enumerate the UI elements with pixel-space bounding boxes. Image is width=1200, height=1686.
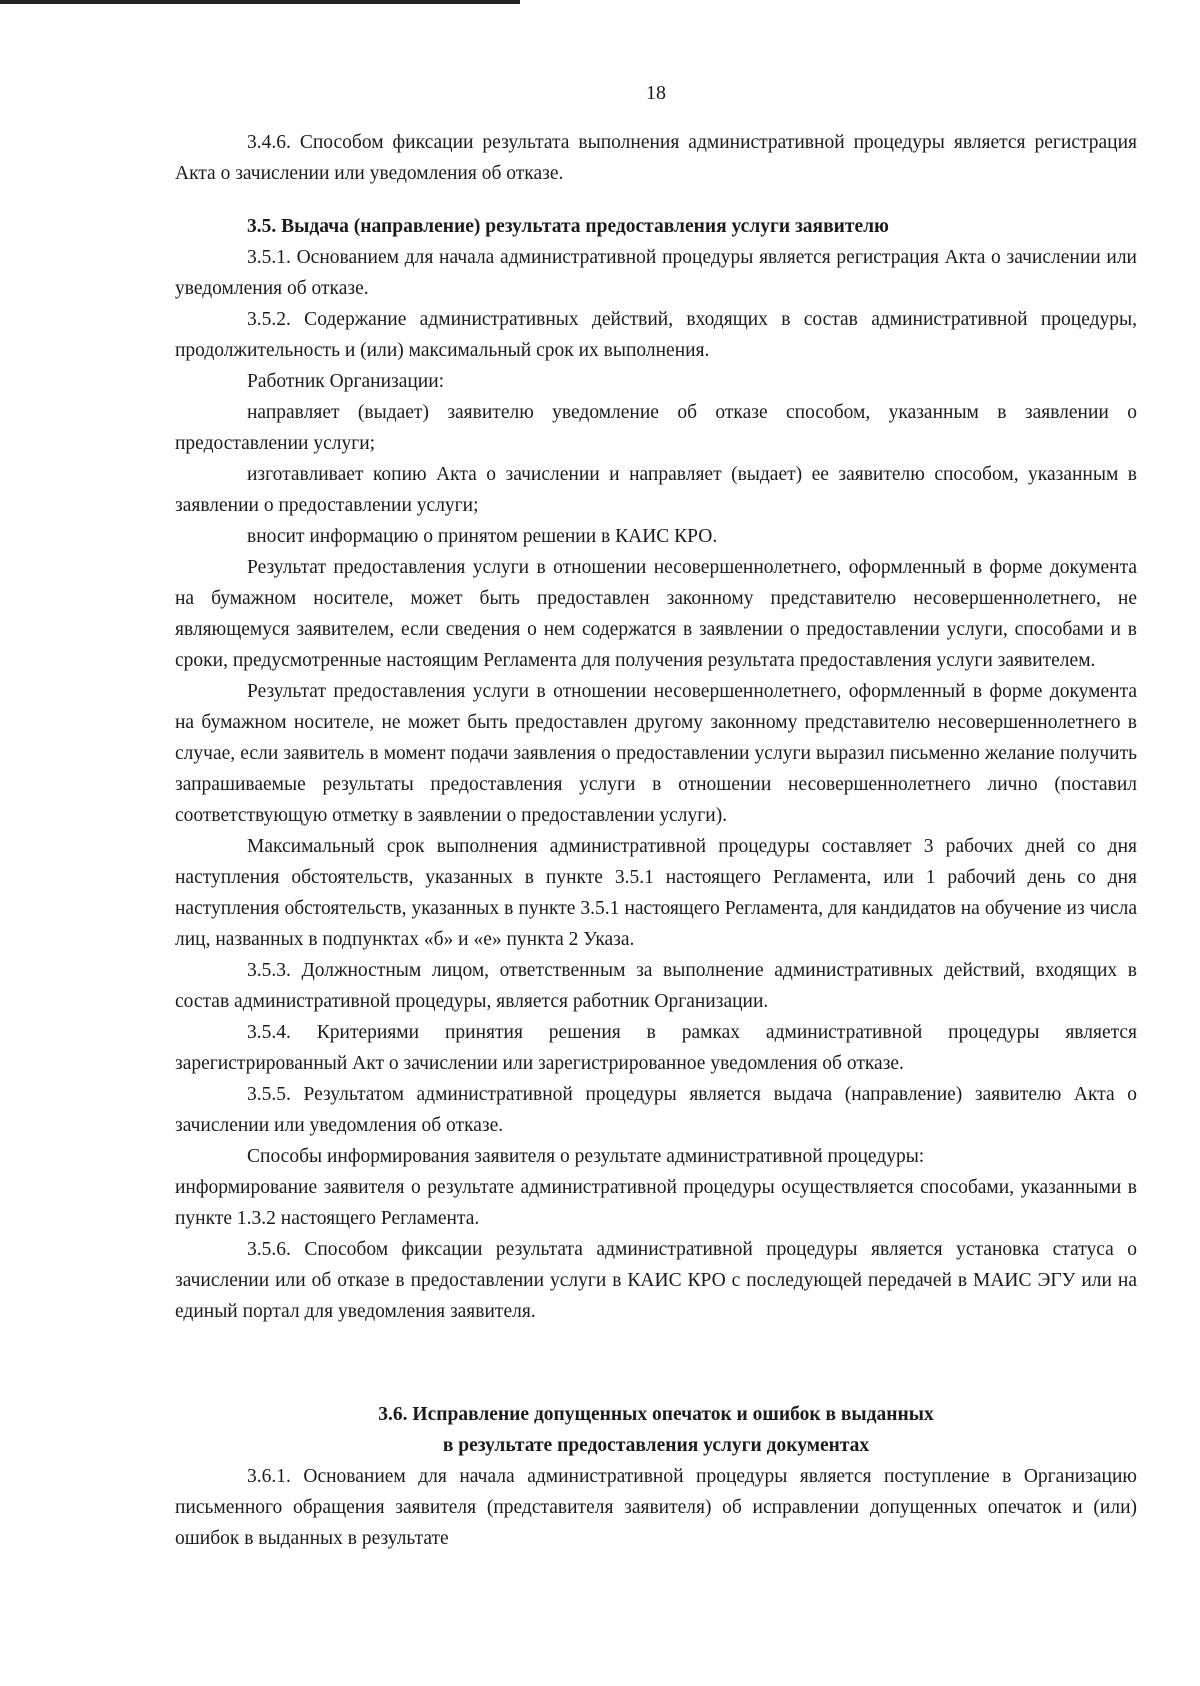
paragraph-3-5-2: 3.5.2. Содержание административных действий, входящих в состав административной процедуры, продолжительность и (или) максимальный срок их выполнения. — [175, 309, 1137, 361]
paragraph-3-5-5: 3.5.5. Результатом административной процедуры является выдача (направление) заявителю Акта о зачислении или уведомления об отказе. — [175, 1084, 1137, 1136]
section-heading-3-6-line-2: в результате предоставления услуги документах — [442, 1435, 870, 1456]
section-heading-3-6-line-1: 3.6. Исправление допущенных опечаток и ошибок в выданных — [378, 1404, 934, 1425]
paragraph-max-term: Максимальный срок выполнения административной процедуры составляет 3 рабочих дней со дня наступления обстоятельств, указанных в пункте 3.5.1 настоящего Регламента, или 1 рабочий день со дня наступления обстоятельств, указанных в пункте 3.5.1 настоящего Регламента, для кандидатов на обучение из числа лиц, названных в подпунктах «б» и «е» пункта 2 Указа. — [175, 836, 1137, 950]
document-page — [175, 78, 1137, 1554]
paragraph-worker-action-2: изготавливает копию Акта о зачислении и направляет (выдает) ее заявителю способом, указанным в заявлении о предоставлении услуги; — [175, 464, 1137, 516]
paragraph-3-6-1: 3.6.1. Основанием для начала административной процедуры является поступление в Организацию письменного обращения заявителя (представителя заявителя) об исправлении допущенных опечаток и (или) ошибок в выданных в результате — [175, 1466, 1137, 1549]
paragraph-worker-action-3: вносит информацию о принятом решении в КАИС КРО. — [247, 526, 718, 547]
paragraph-3-5-4: 3.5.4. Критериями принятия решения в рамках административной процедуры является зарегистрированный Акт о зачислении или зарегистрированное уведомления об отказе. — [175, 1022, 1137, 1074]
paragraph-3-5-3: 3.5.3. Должностным лицом, ответственным за выполнение административных действий, входящих в состав административной процедуры, является работник Организации. — [175, 960, 1137, 1012]
page-number: 18 — [646, 82, 666, 104]
paragraph-minor-result-2: Результат предоставления услуги в отношении несовершеннолетнего, оформленный в форме документа на бумажном носителе, не может быть предоставлен другому законному представителю несовершеннолетнего в случае, если заявитель в момент подачи заявления о предоставлении услуги выразил письменно желание получить запрашиваемые результаты предоставления услуги в отношении несовершеннолетнего лично (поставил соответствующую отметку в заявлении о предоставлении услуги). — [175, 681, 1137, 826]
paragraph-info-methods: Способы информирования заявителя о результате административной процедуры: — [247, 1146, 925, 1167]
paragraph-minor-result-1: Результат предоставления услуги в отношении несовершеннолетнего, оформленный в форме документа на бумажном носителе, может быть предоставлен законному представителю несовершеннолетнего, не являющемуся заявителем, если сведения о нем содержатся в заявлении о предоставлении услуги, способами и в сроки, предусмотренные настоящим Регламента для получения результата предоставления услуги заявителем. — [175, 557, 1137, 671]
scan-top-edge — [0, 0, 520, 4]
paragraph-info-details: информирование заявителя о результате административной процедуры осуществляется способами, указанными в пункте 1.3.2 настоящего Регламента. — [175, 1177, 1137, 1229]
paragraph-3-5-6: 3.5.6. Способом фиксации результата административной процедуры является установка статуса о зачислении или об отказе в предоставлении услуги в КАИС КРО с последующей передачей в МАИС ЭГУ или на единый портал для уведомления заявителя. — [175, 1239, 1137, 1322]
paragraph-worker-action-1: направляет (выдает) заявителю уведомление об отказе способом, указанным в заявлении о предоставлении услуги; — [175, 402, 1137, 454]
section-heading-3-6 — [175, 1399, 1137, 1461]
paragraph-3-5-1: 3.5.1. Основанием для начала административной процедуры является регистрация Акта о зачислении или уведомления об отказе. — [175, 247, 1137, 299]
paragraph-3-4-6: 3.4.6. Способом фиксации результата выполнения административной процедуры является регистрация Акта о зачислении или уведомления об отказе. — [175, 132, 1137, 184]
section-heading-3-5: 3.5. Выдача (направление) результата предоставления услуги заявителю — [247, 216, 889, 237]
paragraph-worker-intro: Работник Организации: — [247, 371, 445, 392]
